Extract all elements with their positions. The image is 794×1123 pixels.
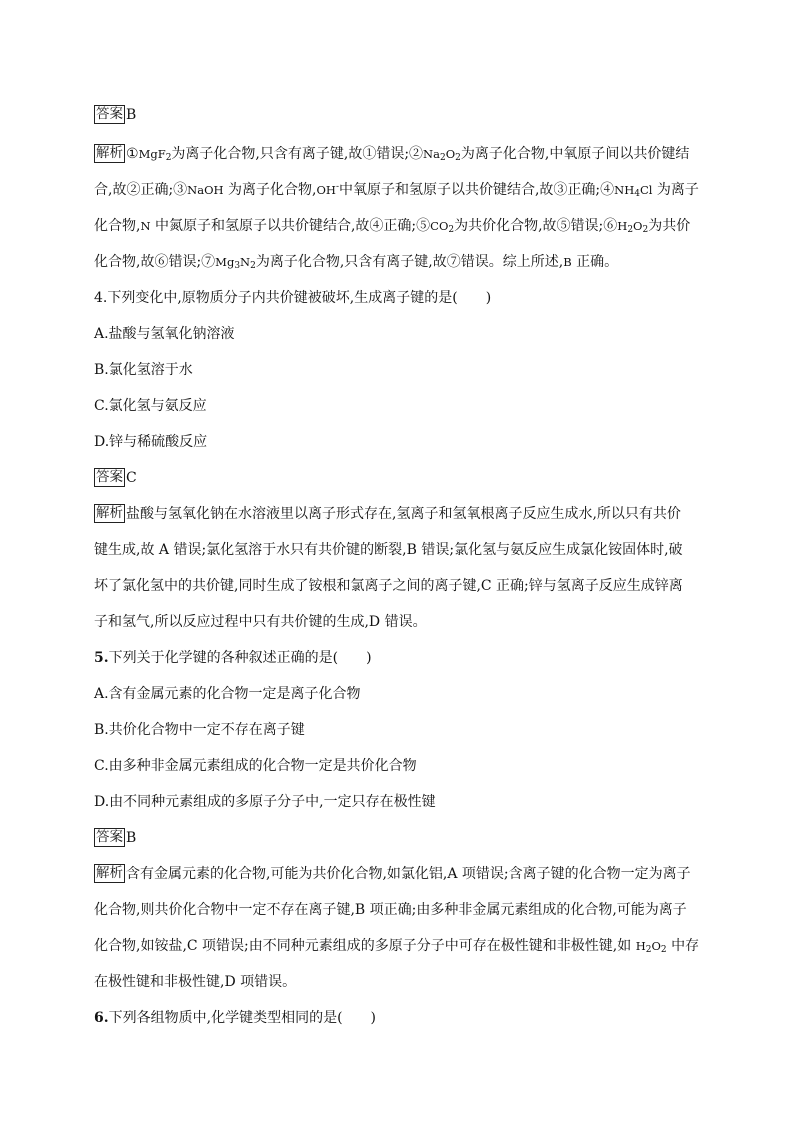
- option-text: B.共价化合物中一定不存在离子键: [94, 722, 305, 738]
- analysis-line: [94, 532, 700, 568]
- analysis-line: [94, 172, 700, 208]
- question-number: 5.: [94, 650, 109, 666]
- option-text: D.锌与稀硫酸反应: [94, 434, 208, 450]
- question-5: [94, 640, 700, 676]
- analysis-text: 含有金属元素的化合物,可能为共价化合物,如氯化铝,A 项错误;含离子键的化合物一定为离子: [126, 866, 691, 882]
- analysis-text: 键生成,故 A 错误;氯化氢溶于水只有共价键的断裂,B 错误;氯化氢与氨反应生成氯化铵固体时,破: [94, 542, 683, 558]
- option-text: C.氯化氢与氨反应: [94, 398, 207, 414]
- formula-o: O: [651, 939, 661, 953]
- analysis-label: 解析: [96, 145, 123, 161]
- option-a: [94, 676, 700, 712]
- analysis-text: 子和氢气,所以反应过程中只有共价键的生成,D 错误。: [94, 614, 427, 630]
- analysis-line: [94, 136, 700, 172]
- document-page: [94, 100, 700, 1036]
- analysis-text: 合,故②正确;③NaOH 为离子化合物,OH-中氧原子和氢原子以共价键结合,故③正确$;④NH_4Cl$ 为离子: [94, 182, 699, 199]
- analysis-text: ①MgF$_2$为离子化合物,只含有离子键,故①错误$;②Na_2O_2$为离子化合物,中氧原子间以共价键结: [126, 146, 690, 163]
- option-a: [94, 316, 700, 352]
- answer-value: C: [126, 470, 137, 486]
- question-4: [94, 280, 700, 316]
- analysis-label: 解析: [96, 505, 123, 521]
- formula-sub: 2: [660, 945, 667, 955]
- answer-label: 答案: [96, 469, 123, 485]
- answer-value: B: [126, 830, 137, 846]
- answer-value: B: [126, 107, 137, 123]
- analysis-line: [94, 892, 700, 928]
- analysis-line: [94, 856, 700, 892]
- analysis-line: [94, 568, 700, 604]
- option-c: [94, 748, 700, 784]
- analysis-text: 化合物,N 中氮原子和氢原子以共价键结合,故④正确$;⑤CO_2$为共价化合物,故⑤错误$;⑥H_2O_2$为共价: [94, 218, 691, 235]
- analysis-text: 坏了氯化氢中的共价键,同时生成了铵根和氯离子之间的离子键,C 正确;锌与氢离子反应生成锌离: [94, 578, 683, 594]
- question-number: 6.: [94, 1010, 109, 1026]
- option-text: A.盐酸与氢氧化钠溶液: [94, 326, 235, 342]
- formula-sub: 2: [645, 945, 652, 955]
- analysis-text: 化合物,故⑥错误$;⑦Mg_3N_2$为离子化合物,只含有离子键,故⑦错误。综上所述,B 正确。: [94, 254, 619, 271]
- analysis-line: [94, 964, 700, 1000]
- question-6: [94, 1000, 700, 1036]
- answer-line-2: [94, 460, 700, 496]
- question-stem: 下列变化中,原物质分子内共价键被破坏,生成离子键的是( ): [107, 290, 492, 306]
- option-text: A.含有金属元素的化合物一定是离子化合物: [94, 686, 361, 702]
- answer-label: 答案: [96, 829, 123, 845]
- question-stem: 下列关于化学键的各种叙述正确的是( ): [108, 650, 372, 666]
- analysis-line: [94, 604, 700, 640]
- analysis-text: 在极性键和非极性键,D 项错误。: [94, 974, 297, 990]
- answer-line-1: [94, 97, 700, 133]
- question-number: 4.: [94, 290, 108, 306]
- question-stem: 下列各组物质中,化学键类型相同的是( ): [108, 1010, 376, 1026]
- analysis-line: [94, 928, 700, 964]
- analysis-text: 中存: [666, 938, 700, 954]
- option-text: B.氯化氢溶于水: [94, 362, 193, 378]
- analysis-text: 化合物,则共价化合物中一定不存在离子键,B 项正确;由多种非金属元素组成的化合物,可能为离子: [94, 902, 687, 918]
- answer-label: 答案: [96, 106, 123, 122]
- analysis-line: [94, 208, 700, 244]
- analysis-text: 化合物,如铵盐,C 项错误;由不同种元素组成的多原子分子中可存在极性键和非极性键,如: [94, 938, 636, 954]
- option-b: [94, 712, 700, 748]
- option-d: [94, 424, 700, 460]
- option-text: D.由不同种元素组成的多原子分子中,一定只存在极性键: [94, 794, 436, 810]
- option-text: C.由多种非金属元素组成的化合物一定是共价化合物: [94, 758, 417, 774]
- formula-h: H: [635, 939, 646, 953]
- option-d: [94, 784, 700, 820]
- analysis-text: 盐酸与氢氧化钠在水溶液里以离子形式存在,氢离子和氢氧根离子反应生成水,所以只有共价: [126, 506, 681, 522]
- analysis-line: [94, 496, 700, 532]
- option-c: [94, 388, 700, 424]
- answer-line-3: [94, 820, 700, 856]
- analysis-line: [94, 244, 700, 280]
- analysis-label: 解析: [96, 865, 123, 881]
- option-b: [94, 352, 700, 388]
